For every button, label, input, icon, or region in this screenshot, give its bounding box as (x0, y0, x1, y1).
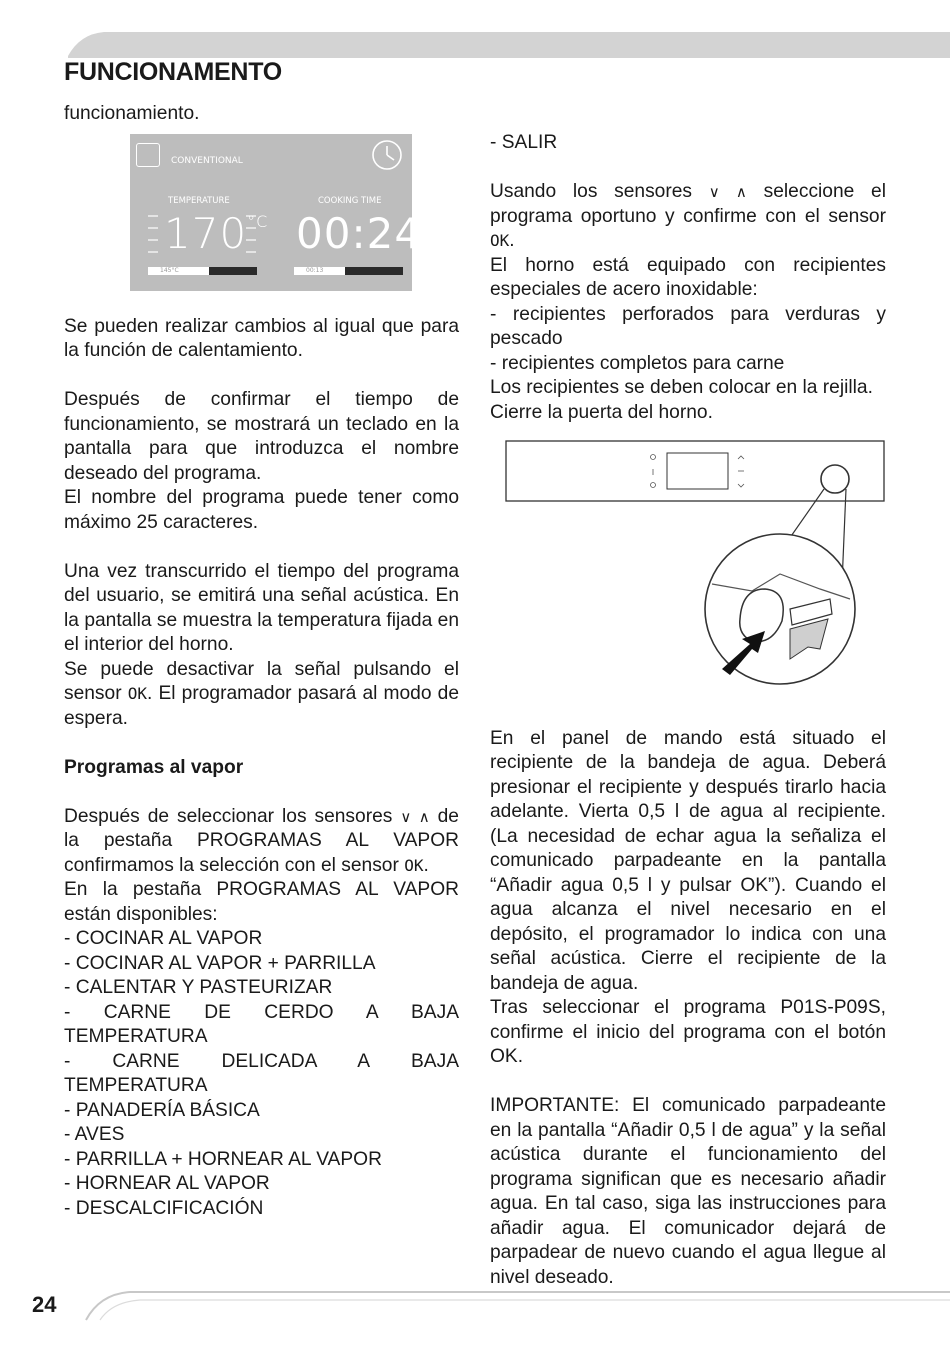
list-item: - PARRILLA + HORNEAR AL VAPOR (64, 1148, 382, 1170)
paragraph: Tras seleccionar el programa P01S-P09S, confirme el inicio del programa con el botón OK. (490, 997, 886, 1067)
list-item: - CARNE DE CERDO A BAJA TEMPERATURA (64, 1001, 459, 1047)
list-item: - CALENTAR Y PASTEURIZAR (64, 977, 333, 998)
oven-panel-illustration (490, 439, 886, 701)
program-list (64, 927, 459, 1221)
list-item: - DESCALCIFICACIÓN (64, 1197, 264, 1219)
arrow-sensors-icon: ∨ ∧ (708, 183, 747, 201)
ok-sensor-label: OK (490, 231, 510, 250)
paragraph: El nombre del programa puede tener como máximo 25 caracteres. (64, 487, 459, 533)
cooking-time-label: COOKING TIME (318, 195, 382, 206)
list-item: - PANADERÍA BÁSICA (64, 1099, 260, 1121)
time-sub: 00:13 (306, 266, 324, 274)
paragraph: En la pestaña PROGRAMAS AL VAPOR están disponibles: (64, 879, 459, 925)
paragraph: - recipientes completos para carne (490, 352, 785, 374)
ok-sensor-label: OK (404, 855, 424, 875)
arrow-sensors-icon: ∨ ∧ (400, 807, 430, 826)
paragraph: Después de seleccionar los sensores ∨ ∧ de la pestaña PROGRAMAS AL VAPOR confirmamos la selección con el sensor OK. (64, 805, 459, 876)
paragraph: Después de confirmar el tiempo de funcionamiento, se mostrará un teclado en la pantalla para que introduzca el nombre deseado del programa. (64, 389, 459, 484)
clock-icon (370, 138, 404, 172)
paragraph: IMPORTANTE: El comunicado parpadeante en la pantalla “Añadir 0,5 l de agua” y la señal acústica durante el funcionamiento del programa significan que es necesario añadir agua. En tal caso, siga las instrucciones para añadir agua. El comunicador dejará de parpadear de nuevo cuando el agua llegue al nivel deseado. (490, 1095, 886, 1288)
list-item: - AVES (64, 1124, 125, 1145)
temperature-label: TEMPERATURE (168, 195, 230, 206)
oven-display-figure (130, 134, 423, 291)
page-title: FUNCIONAMENTO (64, 58, 282, 86)
time-value: 00:24 (296, 208, 423, 258)
right-column (490, 131, 886, 1290)
list-item: - HORNEAR AL VAPOR (64, 1173, 270, 1194)
water-tank-button (821, 465, 849, 493)
panel-screen (667, 453, 728, 489)
paragraph: - recipientes perforados para verduras y pescado (490, 303, 886, 349)
footer-bar (0, 1280, 950, 1330)
paragraph: Los recipientes se deben colocar en la rejilla. (490, 377, 873, 398)
paragraph: funcionamiento. (64, 103, 200, 124)
paragraph: Usando los sensores ∨ ∧ seleccione el programa oportuno y confirme con el sensor OK. (490, 181, 886, 251)
list-item: - COCINAR AL VAPOR + PARRILLA (64, 952, 376, 974)
temperature-sub: 145°C (160, 266, 179, 274)
header-bar (0, 0, 950, 62)
display-mode: CONVENTIONAL (171, 155, 243, 166)
paragraph: Se pueden realizar cambios al igual que para la función de calentamiento. (64, 315, 459, 361)
page-number: 24 (32, 1292, 57, 1317)
left-column (64, 102, 459, 1221)
temperature-value: $170^{^\circ C}$ (164, 208, 269, 258)
section-heading: Programas al vapor (64, 756, 244, 778)
paragraph: Una vez transcurrido el tiempo del programa del usuario, se emitirá una señal acústica. En la pantalla se muestra la temperatura fijada en el interior del horno. (64, 560, 459, 655)
paragraph: - SALIR (490, 132, 558, 153)
mode-icon (136, 143, 160, 167)
ok-sensor-label: OK (127, 684, 147, 703)
list-item: - COCINAR AL VAPOR (64, 928, 263, 949)
paragraph: En el panel de mando está situado el recipiente de la bandeja de agua. Deberá presionar el recipiente y después tirarlo hacia adelante. Vierta 0,5 l de agua al recipiente. (La necesidad de echar agua la señaliza el comunicado parpadeante en la pantalla “Añadir agua 0,5 l y pulsar OK”). Cuando el agua alcanza el nivel necesario en el depósito, el programador lo indica con una señal acústica. Cierre el recipiente de la bandeja de agua. (490, 727, 886, 994)
paragraph: Se puede desactivar la señal pulsando el sensor OK. El programador pasará al modo de espera. (64, 658, 460, 729)
paragraph: El horno está equipado con recipientes especiales de acero inoxidable: (490, 254, 886, 300)
paragraph: Cierre la puerta del horno. (490, 401, 713, 423)
list-item: - CARNE DELICADA A BAJA TEMPERATURA (64, 1050, 459, 1096)
